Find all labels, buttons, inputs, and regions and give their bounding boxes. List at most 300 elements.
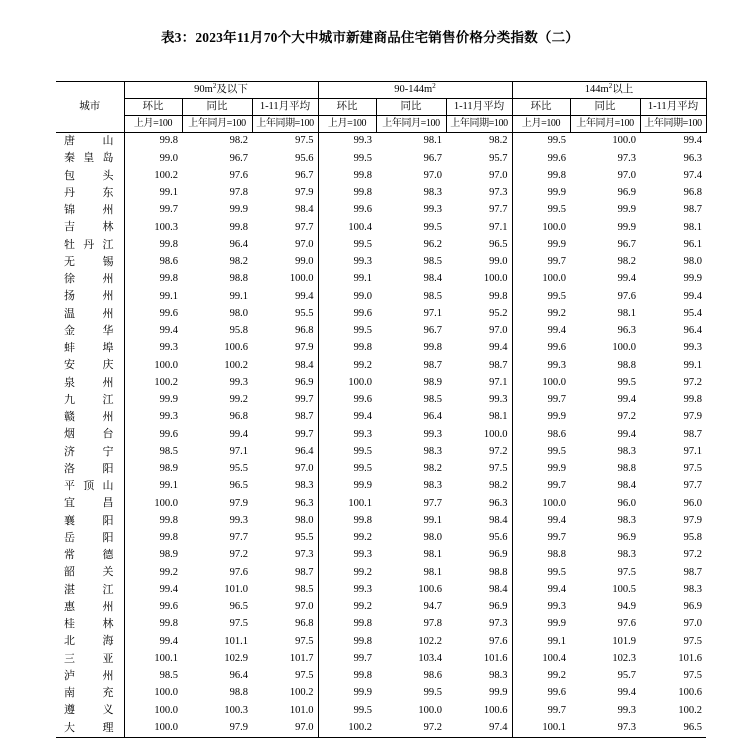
index-value: 99.3 (318, 254, 376, 271)
group-header-superscript: 2 (608, 81, 613, 90)
index-value: 100.2 (124, 375, 182, 392)
index-value: 98.2 (446, 133, 512, 151)
index-value: 100.2 (678, 704, 702, 716)
index-value: 96.8 (295, 618, 314, 630)
index-value: 99.9 (617, 221, 636, 233)
index-value: 99.3 (229, 376, 248, 388)
index-value: 98.8 (489, 566, 508, 578)
index-value: 98.1 (617, 307, 636, 319)
index-value: 98.1 (489, 411, 508, 423)
index-value: 99.8 (124, 237, 182, 254)
index-value: 98.4 (423, 273, 442, 285)
city-name: 牡丹江 (64, 238, 114, 251)
city-name: 平顶山 (64, 480, 114, 493)
index-value: 97.6 (617, 290, 636, 302)
index-value: 99.6 (512, 685, 570, 702)
index-value: 99.2 (512, 668, 570, 685)
city-name: 金华 (64, 324, 114, 337)
city-name: 宜昌 (64, 497, 114, 510)
index-value: 99.6 (318, 392, 376, 409)
index-value: 98.9 (423, 376, 442, 388)
index-value: 99.5 (318, 461, 376, 478)
index-value: 99.1 (683, 359, 702, 371)
price-index-table (56, 81, 707, 738)
index-value: 97.7 (423, 497, 442, 509)
index-value: 94.7 (423, 601, 442, 613)
index-value: 99.8 (318, 668, 376, 685)
index-value: 99.8 (683, 394, 702, 406)
index-value: 97.3 (570, 720, 640, 738)
table-row (56, 150, 706, 167)
table-row (56, 357, 706, 374)
table-row (56, 547, 706, 564)
index-value: 98.0 (295, 514, 314, 526)
index-value: 99.8 (124, 271, 182, 288)
index-value: 98.7 (489, 359, 508, 371)
index-value: 99.0 (318, 288, 376, 305)
index-value: 99.3 (617, 704, 636, 716)
index-value: 99.2 (318, 357, 376, 374)
subcol-header: 1-11月平均 (640, 99, 706, 116)
index-value: 99.7 (124, 202, 182, 219)
table-row (56, 375, 706, 392)
subcol-header: 同比 (182, 99, 252, 116)
index-value: 100.0 (512, 271, 570, 288)
index-value: 99.8 (423, 342, 442, 354)
index-value: 100.0 (570, 133, 640, 151)
header-row-bases (56, 116, 706, 133)
index-value: 98.5 (423, 256, 442, 268)
index-value: 99.3 (423, 428, 442, 440)
table-row (56, 185, 706, 202)
index-value: 96.4 (423, 411, 442, 423)
index-value: 99.9 (229, 204, 248, 216)
city-name: 锦州 (64, 204, 114, 217)
table-row (56, 651, 706, 668)
index-value: 99.8 (124, 530, 182, 547)
base-header: 上年同期=100 (446, 116, 512, 133)
index-value: 102.9 (224, 652, 248, 664)
table-row (56, 685, 706, 702)
index-value: 100.3 (124, 219, 182, 236)
index-value: 99.4 (124, 633, 182, 650)
index-value: 96.9 (489, 549, 508, 561)
index-value: 97.3 (617, 152, 636, 164)
city-name: 无锡 (64, 255, 114, 268)
index-value: 99.8 (124, 616, 182, 633)
index-value: 97.0 (683, 618, 702, 630)
index-value: 97.2 (376, 720, 446, 738)
index-value: 99.4 (124, 323, 182, 340)
index-value: 99.8 (124, 513, 182, 530)
index-value: 97.1 (489, 221, 508, 233)
header-row-groups (56, 82, 706, 99)
index-value: 99.6 (124, 426, 182, 443)
index-value: 99.8 (229, 221, 248, 233)
index-value: 99.5 (512, 202, 570, 219)
index-value: 99.2 (124, 564, 182, 581)
city-name: 大理 (56, 720, 124, 738)
index-value: 97.5 (295, 635, 314, 647)
index-value: 99.5 (512, 133, 570, 151)
index-value: 99.9 (512, 237, 570, 254)
city-header: 城市 (56, 82, 124, 133)
index-value: 96.9 (295, 376, 314, 388)
index-value: 99.6 (318, 202, 376, 219)
index-value: 99.4 (318, 409, 376, 426)
index-value: 97.0 (295, 601, 314, 613)
city-name: 安庆 (64, 359, 114, 372)
index-value: 97.7 (295, 221, 314, 233)
index-value: 97.5 (683, 670, 702, 682)
index-value: 99.4 (640, 133, 706, 151)
index-value: 98.8 (229, 273, 248, 285)
index-value: 97.9 (295, 187, 314, 199)
index-value: 99.9 (683, 273, 702, 285)
index-value: 97.2 (229, 549, 248, 561)
city-name: 九江 (64, 393, 114, 406)
index-value: 99.0 (124, 150, 182, 167)
city-name: 襄阳 (64, 514, 114, 527)
index-value: 99.0 (295, 256, 314, 268)
group-header-superscript: 2 (432, 81, 436, 90)
index-value: 98.6 (512, 426, 570, 443)
index-value: 100.0 (124, 357, 182, 374)
index-value: 99.8 (318, 168, 376, 185)
index-value: 99.3 (423, 204, 442, 216)
base-header: 上年同期=100 (640, 116, 706, 133)
index-value: 96.5 (229, 601, 248, 613)
base-header: 上年同期=100 (252, 116, 318, 133)
index-value: 99.5 (423, 687, 442, 699)
group-header-text: 90-144m (394, 83, 433, 95)
index-value: 96.3 (683, 152, 702, 164)
index-value: 98.9 (124, 547, 182, 564)
index-value: 94.9 (617, 601, 636, 613)
index-value: 98.2 (423, 463, 442, 475)
index-value: 97.1 (423, 307, 442, 319)
index-value: 99.4 (683, 290, 702, 302)
index-value: 98.2 (617, 256, 636, 268)
index-value: 99.6 (512, 150, 570, 167)
base-header: 上年同月=100 (182, 116, 252, 133)
index-value: 97.0 (489, 325, 508, 337)
index-value: 96.9 (617, 532, 636, 544)
group-header (124, 82, 318, 99)
index-value: 102.3 (612, 652, 636, 664)
index-value: 99.9 (318, 685, 376, 702)
index-value: 100.5 (612, 583, 636, 595)
index-value: 100.4 (512, 651, 570, 668)
table-row (56, 168, 706, 185)
index-value: 99.1 (318, 271, 376, 288)
index-value: 96.9 (617, 187, 636, 199)
city-name: 南充 (64, 687, 114, 700)
index-value: 97.3 (295, 549, 314, 561)
index-value: 98.5 (124, 444, 182, 461)
index-value: 98.4 (617, 480, 636, 492)
table-row (56, 582, 706, 599)
table-row (56, 306, 706, 323)
group-header (512, 82, 706, 99)
index-value: 98.7 (683, 428, 702, 440)
city-name: 赣州 (64, 411, 114, 424)
group-header (318, 82, 512, 99)
index-value: 97.9 (683, 514, 702, 526)
index-value: 95.4 (683, 307, 702, 319)
index-value: 100.1 (512, 720, 570, 738)
index-value: 98.8 (512, 547, 570, 564)
index-value: 99.3 (512, 599, 570, 616)
index-value: 99.7 (512, 254, 570, 271)
subcol-header: 同比 (376, 99, 446, 116)
index-value: 99.5 (318, 702, 376, 719)
index-value: 99.9 (512, 409, 570, 426)
subcol-header: 环比 (512, 99, 570, 116)
index-value: 95.5 (229, 463, 248, 475)
index-value: 100.2 (289, 687, 314, 699)
city-name: 洛阳 (64, 462, 114, 475)
index-value: 99.8 (318, 513, 376, 530)
index-value: 99.7 (295, 428, 314, 440)
index-value: 98.6 (124, 254, 182, 271)
index-value: 97.3 (489, 618, 508, 630)
index-value: 100.4 (318, 219, 376, 236)
index-value: 96.9 (683, 601, 702, 613)
index-value: 97.8 (229, 187, 248, 199)
index-value: 100.6 (224, 342, 248, 354)
index-value: 99.3 (124, 409, 182, 426)
index-value: 98.1 (376, 133, 446, 151)
index-value: 99.3 (318, 582, 376, 599)
table-row (56, 219, 706, 236)
city-name: 秦皇岛 (64, 152, 114, 165)
index-value: 98.3 (617, 514, 636, 526)
index-value: 100.2 (124, 168, 182, 185)
table-title: 表3：2023年11月70个大中城市新建商品住宅销售价格分类指数（二） (160, 30, 579, 45)
table-row (56, 288, 706, 305)
group-header-superscript: 2 (212, 81, 217, 90)
index-value: 101.6 (483, 652, 508, 664)
index-value: 96.2 (423, 238, 442, 250)
subcol-header: 1-11月平均 (252, 99, 318, 116)
index-value: 99.7 (512, 702, 570, 719)
header-row-subcols (56, 99, 706, 116)
index-value: 97.5 (295, 670, 314, 682)
index-value: 99.5 (617, 376, 636, 388)
city-name: 常德 (64, 549, 114, 562)
index-value: 100.0 (512, 219, 570, 236)
index-value: 99.2 (229, 394, 248, 406)
index-value: 99.3 (489, 394, 508, 406)
index-value: 99.1 (124, 478, 182, 495)
index-value: 97.0 (617, 169, 636, 181)
city-name: 蚌埠 (64, 342, 114, 355)
index-value: 98.1 (423, 566, 442, 578)
index-value: 98.6 (423, 670, 442, 682)
subcol-header: 同比 (570, 99, 640, 116)
index-value: 98.7 (423, 359, 442, 371)
index-value: 99.8 (489, 290, 508, 302)
index-value: 100.0 (512, 375, 570, 392)
index-value: 96.3 (489, 497, 508, 509)
index-value: 97.8 (423, 618, 442, 630)
index-value: 98.3 (423, 187, 442, 199)
index-value: 99.4 (512, 582, 570, 599)
index-value: 97.7 (489, 204, 508, 216)
index-value: 100.0 (418, 704, 442, 716)
table-row (56, 633, 706, 650)
index-value: 97.0 (252, 720, 318, 738)
index-value: 97.0 (295, 463, 314, 475)
index-value: 100.0 (318, 375, 376, 392)
index-value: 95.6 (295, 152, 314, 164)
index-value: 99.3 (318, 133, 376, 151)
index-value: 98.0 (683, 256, 702, 268)
index-value: 101.6 (678, 652, 702, 664)
index-value: 95.7 (489, 152, 508, 164)
table-row (56, 392, 706, 409)
table-row (56, 513, 706, 530)
index-value: 101.1 (224, 635, 248, 647)
index-value: 96.5 (489, 238, 508, 250)
index-value: 100.0 (124, 685, 182, 702)
subcol-header: 环比 (124, 99, 182, 116)
index-value: 96.5 (640, 720, 706, 738)
index-value: 96.1 (683, 238, 702, 250)
index-value: 99.6 (124, 599, 182, 616)
group-header-suffix: 以上 (612, 83, 634, 95)
city-name: 丹东 (64, 186, 114, 199)
index-value: 96.0 (683, 497, 702, 509)
table-row (56, 323, 706, 340)
index-value: 100.1 (124, 651, 182, 668)
table-row (56, 426, 706, 443)
index-value: 100.1 (318, 495, 376, 512)
index-value: 97.4 (683, 169, 702, 181)
index-value: 97.9 (229, 497, 248, 509)
index-value: 98.7 (295, 411, 314, 423)
index-value: 98.5 (423, 290, 442, 302)
index-value: 99.1 (512, 633, 570, 650)
index-value: 97.0 (489, 169, 508, 181)
index-value: 99.4 (617, 687, 636, 699)
city-name: 徐州 (64, 273, 114, 286)
index-value: 97.3 (489, 187, 508, 199)
city-name: 温州 (64, 307, 114, 320)
table-row (56, 202, 706, 219)
index-value: 103.4 (418, 652, 442, 664)
index-value: 97.6 (229, 566, 248, 578)
index-value: 97.2 (617, 411, 636, 423)
index-value: 95.6 (489, 532, 508, 544)
index-value: 99.5 (318, 150, 376, 167)
index-value: 98.3 (423, 445, 442, 457)
index-value: 98.0 (229, 307, 248, 319)
group-header-text: 144m (584, 83, 609, 95)
index-value: 99.8 (318, 185, 376, 202)
index-value: 99.3 (318, 426, 376, 443)
index-value: 96.4 (295, 445, 314, 457)
city-name: 三亚 (64, 652, 114, 665)
index-value: 101.0 (289, 704, 314, 716)
index-value: 95.5 (295, 532, 314, 544)
city-name: 泸州 (64, 669, 114, 682)
base-header: 上月=100 (512, 116, 570, 133)
index-value: 99.4 (489, 342, 508, 354)
index-value: 96.7 (295, 169, 314, 181)
index-value: 99.1 (124, 185, 182, 202)
index-value: 99.1 (423, 514, 442, 526)
city-name: 惠州 (64, 600, 114, 613)
city-name: 包头 (64, 169, 114, 182)
index-value: 97.7 (229, 532, 248, 544)
index-value: 97.5 (617, 566, 636, 578)
index-value: 99.6 (318, 306, 376, 323)
index-value: 99.8 (318, 616, 376, 633)
index-value: 99.3 (512, 357, 570, 374)
table-row (56, 478, 706, 495)
index-value: 97.9 (182, 720, 252, 738)
index-value: 101.7 (289, 652, 314, 664)
table-row (56, 444, 706, 461)
index-value: 98.3 (489, 670, 508, 682)
city-name: 北海 (64, 635, 114, 648)
index-value: 98.4 (489, 583, 508, 595)
table-row (56, 254, 706, 271)
index-value: 99.5 (318, 444, 376, 461)
index-value: 99.9 (512, 616, 570, 633)
index-value: 99.0 (489, 256, 508, 268)
index-value: 96.3 (295, 497, 314, 509)
index-value: 96.3 (617, 325, 636, 337)
index-value: 98.3 (683, 583, 702, 595)
index-value: 99.1 (124, 288, 182, 305)
index-value: 100.2 (318, 720, 376, 738)
index-value: 100.6 (418, 583, 442, 595)
index-value: 95.8 (229, 325, 248, 337)
index-value: 99.4 (295, 290, 314, 302)
index-value: 101.0 (224, 583, 248, 595)
index-value: 100.0 (289, 273, 314, 285)
city-name: 韶关 (64, 566, 114, 579)
index-value: 98.9 (124, 461, 182, 478)
index-value: 98.1 (683, 221, 702, 233)
index-value: 97.2 (683, 549, 702, 561)
index-value: 98.5 (124, 668, 182, 685)
index-value: 98.1 (423, 549, 442, 561)
table-row (56, 668, 706, 685)
index-value: 96.7 (617, 238, 636, 250)
index-value: 100.0 (512, 495, 570, 512)
index-value: 95.8 (683, 532, 702, 544)
index-value: 100.0 (483, 428, 508, 440)
index-value: 98.3 (617, 549, 636, 561)
table-row (56, 133, 706, 151)
index-value: 98.4 (489, 514, 508, 526)
index-value: 99.6 (124, 306, 182, 323)
city-name: 唐山 (56, 133, 124, 151)
index-value: 98.8 (617, 463, 636, 475)
index-value: 99.6 (512, 340, 570, 357)
index-value: 100.0 (483, 273, 508, 285)
table-row (56, 720, 706, 738)
base-header: 上月=100 (124, 116, 182, 133)
table-row (56, 461, 706, 478)
index-value: 98.4 (295, 359, 314, 371)
index-value: 100.0 (612, 342, 636, 354)
index-value: 96.9 (489, 601, 508, 613)
